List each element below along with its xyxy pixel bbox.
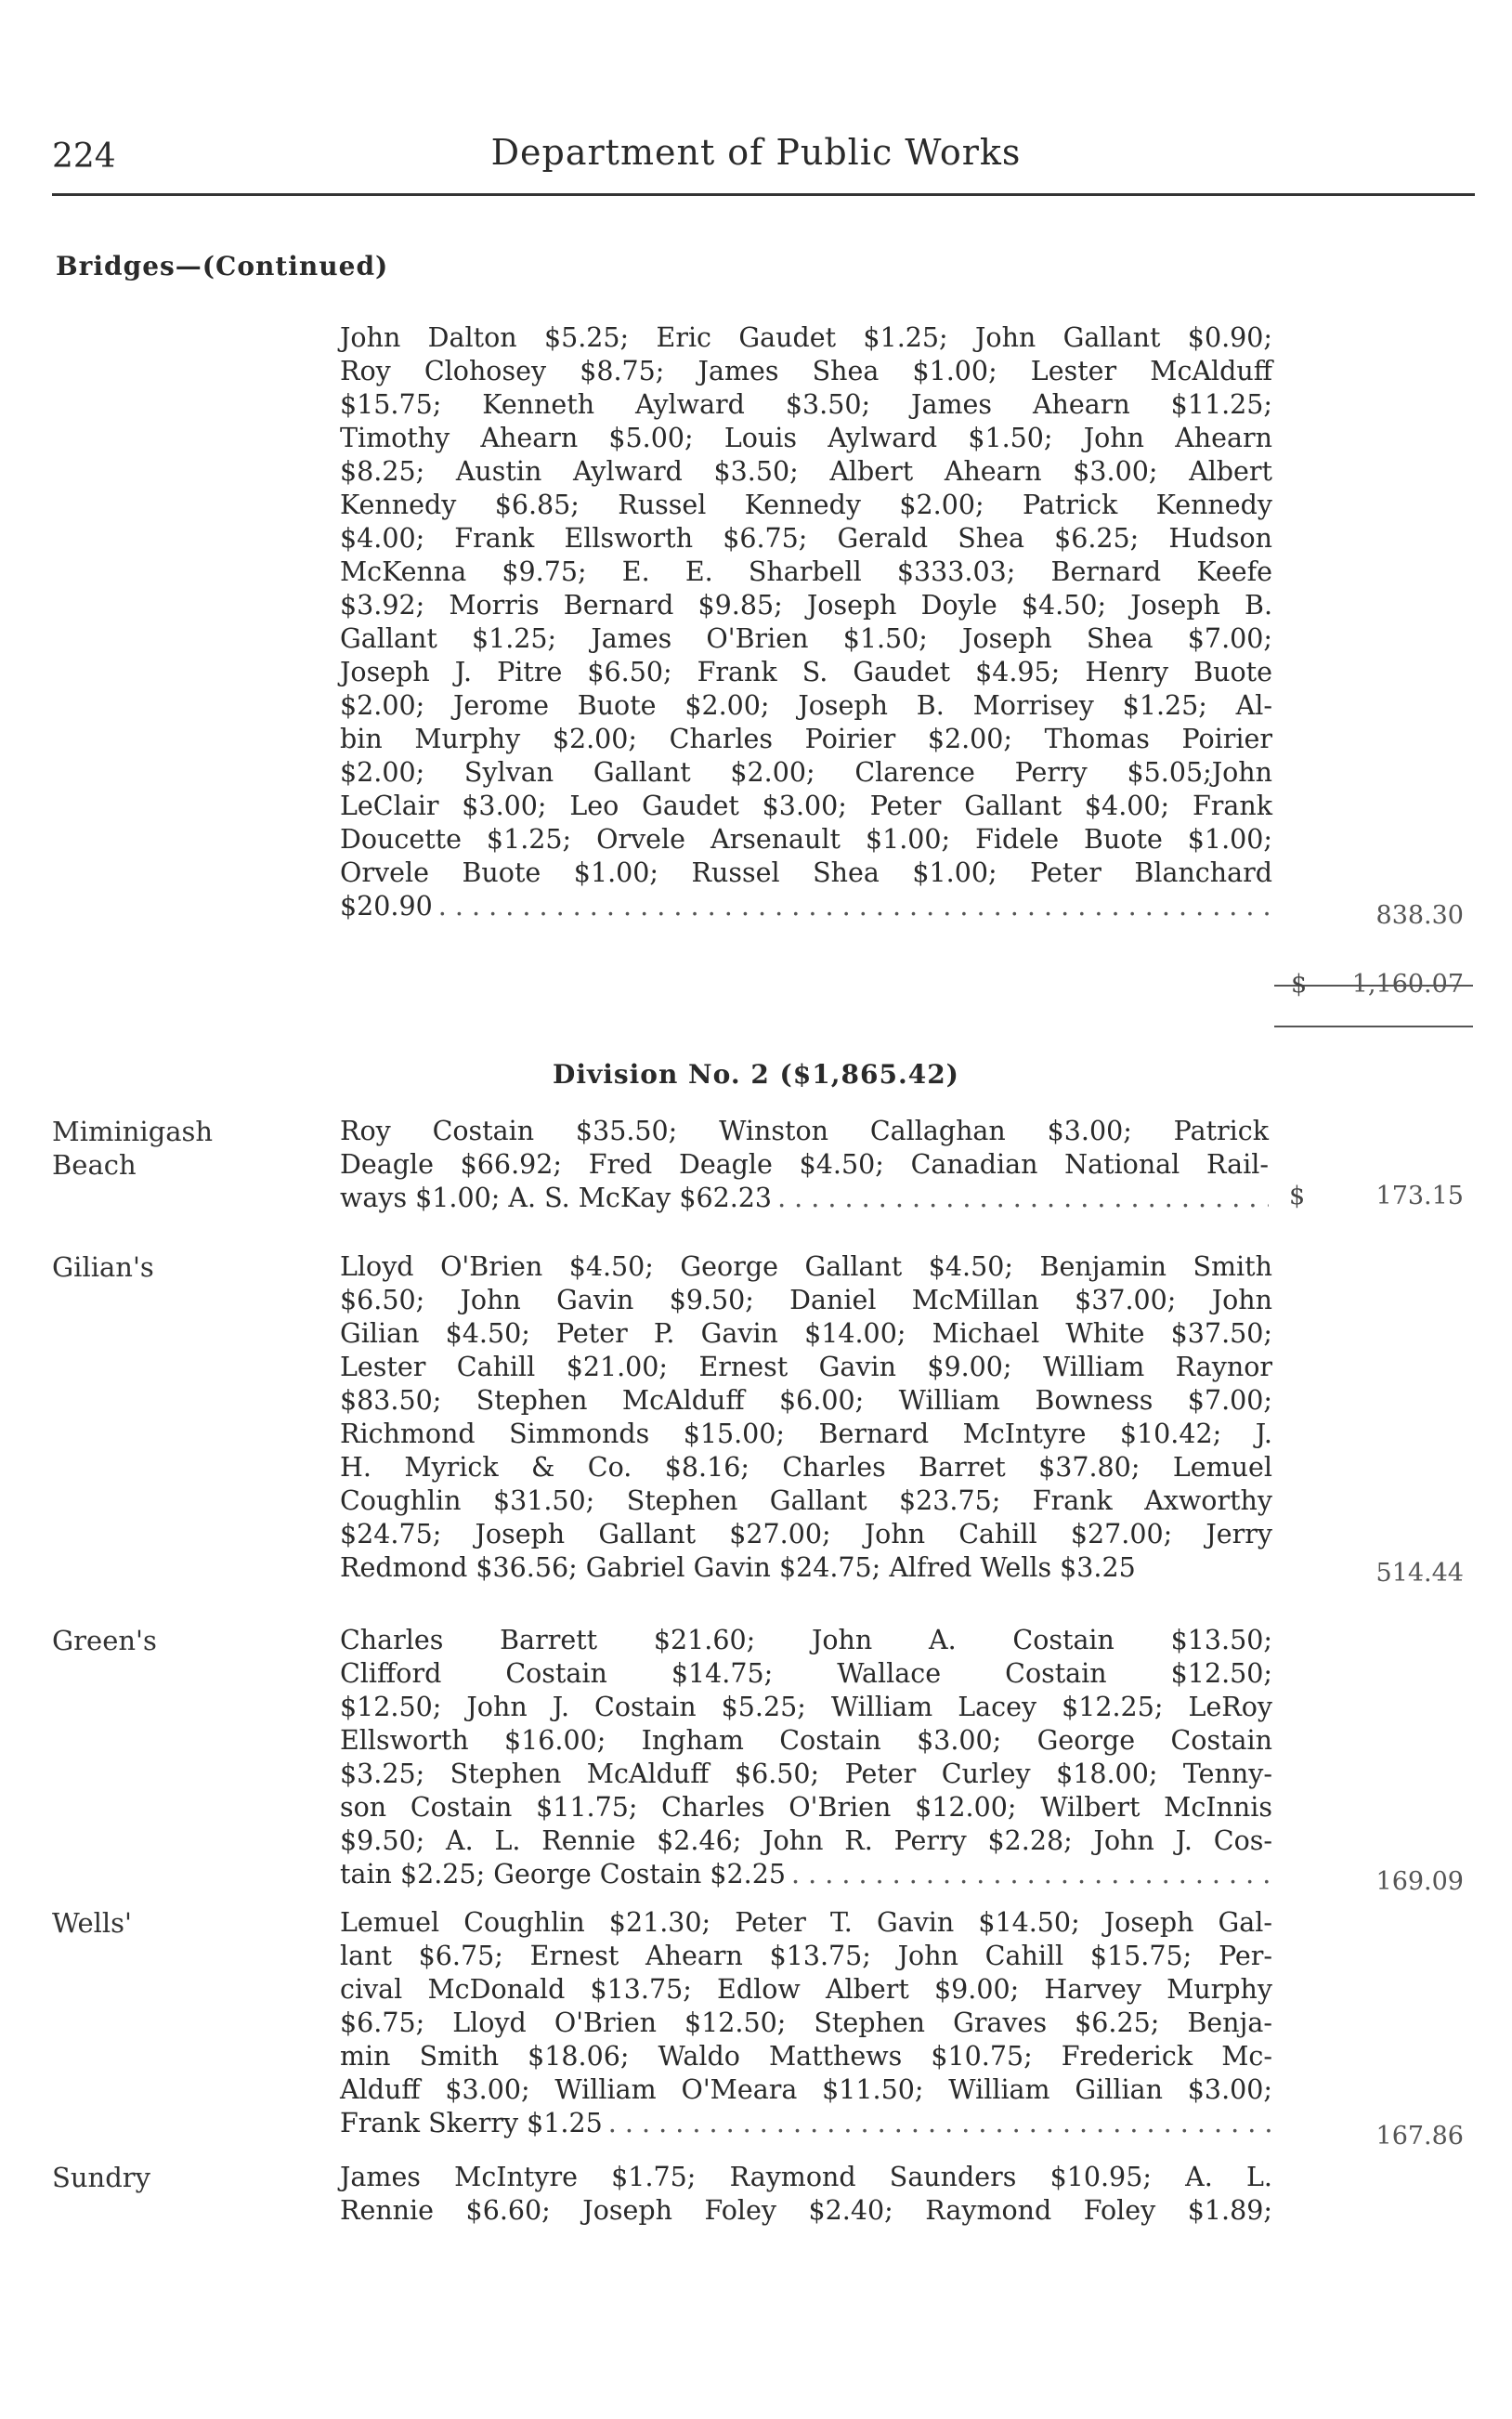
section-heading: Bridges—(Continued) bbox=[56, 251, 389, 281]
entry-line: bin Murphy $2.00; Charles Poirier $2.00; Thomas Poirier bbox=[340, 724, 1272, 754]
entry-text bbox=[340, 1250, 1272, 1585]
entry-line: $6.75; Lloyd O'Brien $12.50; Stephen Graves $6.25; Benja- bbox=[340, 2007, 1272, 2038]
entry-line: Richmond Simmonds $15.00; Bernard McIntyre $10.42; J. bbox=[340, 1419, 1272, 1449]
entry-line: Charles Barrett $21.60; John A. Costain $13.50; bbox=[340, 1625, 1272, 1655]
running-head-title: Department of Public Works bbox=[490, 132, 1022, 173]
entry-line: Rennie $6.60; Joseph Foley $2.40; Raymond Foley $1.89; bbox=[340, 2195, 1272, 2226]
entry-amount: 169.09 bbox=[1375, 1867, 1464, 1896]
entry-last-line: $20.90 . . . bbox=[340, 890, 1272, 923]
entry-line: Joseph J. Pitre $6.50; Frank S. Gaudet $4.95; Henry Buote bbox=[340, 657, 1272, 687]
entry-line: $2.00; Jerome Buote $2.00; Joseph B. Morrisey $1.25; Al- bbox=[340, 690, 1272, 721]
entry-amount: 838.30 bbox=[1375, 901, 1464, 930]
entry-line: cival McDonald $13.75; Edlow Albert $9.00; Harvey Murphy bbox=[340, 1974, 1272, 2005]
entry-line: John Dalton $5.25; Eric Gaudet $1.25; John Gallant $0.90; bbox=[340, 322, 1272, 353]
place-name: Miminigash Beach bbox=[52, 1116, 214, 1181]
place-name: Gilian's bbox=[52, 1251, 154, 1283]
total-currency: $ bbox=[1291, 970, 1308, 999]
entry-line: son Costain $11.75; Charles O'Brien $12.00; Wilbert McInnis bbox=[340, 1792, 1272, 1823]
entry-line: H. Myrick & Co. $8.16; Charles Barret $37.80; Lemuel bbox=[340, 1452, 1272, 1483]
entry-currency: $ bbox=[1289, 1182, 1306, 1210]
entry-line: Timothy Ahearn $5.00; Louis Aylward $1.50; John Ahearn bbox=[340, 423, 1272, 453]
entry-line: $12.50; John J. Costain $5.25; William Lacey $12.25; LeRoy bbox=[340, 1692, 1272, 1722]
entry-line: lant $6.75; Ernest Ahearn $13.75; John Cahill $15.75; Per- bbox=[340, 1941, 1272, 1971]
entry-line: Lemuel Coughlin $21.30; Peter T. Gavin $14.50; Joseph Gal- bbox=[340, 1907, 1272, 1938]
entry-last-line: ways $1.00; A. S. McKay $62.23 . . . bbox=[340, 1182, 1269, 1215]
entry-line: $8.25; Austin Aylward $3.50; Albert Ahearn $3.00; Albert bbox=[340, 456, 1272, 487]
dot-leader bbox=[438, 890, 1272, 923]
entry-line: Doucette $1.25; Orvele Arsenault $1.00; Fidele Buote $1.00; bbox=[340, 824, 1272, 855]
page-number: 224 bbox=[52, 137, 116, 176]
entry-line: Roy Clohosey $8.75; James Shea $1.00; Lester McAlduff bbox=[340, 356, 1272, 386]
entry-line: $6.50; John Gavin $9.50; Daniel McMillan $37.00; John bbox=[340, 1285, 1272, 1315]
entry-line: Roy Costain $35.50; Winston Callaghan $3.00; Patrick bbox=[340, 1116, 1269, 1146]
header-rule bbox=[52, 193, 1475, 196]
entry-text bbox=[340, 1906, 1272, 2140]
entry-line: $2.00; Sylvan Gallant $2.00; Clarence Perry $5.05;John bbox=[340, 757, 1272, 788]
entry-text bbox=[340, 1624, 1272, 1891]
entry-line: Coughlin $31.50; Stephen Gallant $23.75; Frank Axworthy bbox=[340, 1485, 1272, 1516]
entry-amount: 173.15 bbox=[1375, 1182, 1464, 1210]
place-name: Wells' bbox=[52, 1907, 133, 1939]
entry-line: $9.50; A. L. Rennie $2.46; John R. Perry $2.28; John J. Cos- bbox=[340, 1825, 1272, 1856]
entry-amount: 514.44 bbox=[1375, 1559, 1464, 1588]
place-name: Green's bbox=[52, 1625, 157, 1656]
entry-line: Ellsworth $16.00; Ingham Costain $3.00; George Costain bbox=[340, 1725, 1272, 1756]
entry-line: James McIntyre $1.75; Raymond Saunders $10.95; A. L. bbox=[340, 2162, 1272, 2192]
entry-line: Alduff $3.00; William O'Meara $11.50; William Gillian $3.00; bbox=[340, 2074, 1272, 2105]
entry-line: $3.92; Morris Bernard $9.85; Joseph Doyle $4.50; Joseph B. bbox=[340, 590, 1272, 621]
dot-leader bbox=[791, 1858, 1272, 1891]
entry-text bbox=[340, 2161, 1272, 2228]
entry-line: McKenna $9.75; E. E. Sharbell $333.03; Bernard Keefe bbox=[340, 556, 1272, 587]
place-name: Sundry bbox=[52, 2162, 151, 2193]
entry-line: Kennedy $6.85; Russel Kennedy $2.00; Patrick Kennedy bbox=[340, 490, 1272, 520]
entry-line: $83.50; Stephen McAlduff $6.00; William Bowness $7.00; bbox=[340, 1385, 1272, 1416]
section-total-amount: 1,160.07 bbox=[1351, 970, 1464, 999]
entry-line: $24.75; Joseph Gallant $27.00; John Cahill $27.00; Jerry bbox=[340, 1519, 1272, 1549]
entry-last-line: tain $2.25; George Costain $2.25 . . . bbox=[340, 1858, 1272, 1891]
entry-line: Clifford Costain $14.75; Wallace Costain $12.50; bbox=[340, 1658, 1272, 1689]
entry-line: Gilian $4.50; Peter P. Gavin $14.00; Michael White $37.50; bbox=[340, 1318, 1272, 1349]
entry-line: Lloyd O'Brien $4.50; George Gallant $4.50; Benjamin Smith bbox=[340, 1251, 1272, 1282]
entry-amount: 167.86 bbox=[1375, 2122, 1464, 2151]
entry-line: Deagle $66.92; Fred Deagle $4.50; Canadian National Rail- bbox=[340, 1149, 1269, 1180]
entry-line: Orvele Buote $1.00; Russel Shea $1.00; Peter Blanchard bbox=[340, 857, 1272, 888]
entry-line: $4.00; Frank Ellsworth $6.75; Gerald Shea $6.25; Hudson bbox=[340, 523, 1272, 554]
total-rule-bottom bbox=[1274, 1026, 1473, 1027]
entry-line: LeClair $3.00; Leo Gaudet $3.00; Peter Gallant $4.00; Frank bbox=[340, 791, 1272, 821]
dot-leader bbox=[608, 2107, 1272, 2140]
dot-leader bbox=[777, 1182, 1269, 1215]
continued-entry-text bbox=[340, 321, 1272, 923]
entry-text bbox=[340, 1115, 1269, 1215]
entry-line: $3.25; Stephen McAlduff $6.50; Peter Curley $18.00; Tenny- bbox=[340, 1759, 1272, 1789]
entry-line: $15.75; Kenneth Aylward $3.50; James Ahearn $11.25; bbox=[340, 389, 1272, 420]
entry-last-line: Redmond $36.56; Gabriel Gavin $24.75; Alfred Wells $3.25 bbox=[340, 1552, 1136, 1583]
entry-line: Gallant $1.25; James O'Brien $1.50; Joseph Shea $7.00; bbox=[340, 623, 1272, 654]
entry-last-line: Frank Skerry $1.25 . . . bbox=[340, 2107, 1272, 2140]
entry-line: min Smith $18.06; Waldo Matthews $10.75; Frederick Mc- bbox=[340, 2041, 1272, 2072]
division-heading: Division No. 2 ($1,865.42) bbox=[553, 1059, 959, 1090]
entry-line: Lester Cahill $21.00; Ernest Gavin $9.00; William Raynor bbox=[340, 1352, 1272, 1382]
